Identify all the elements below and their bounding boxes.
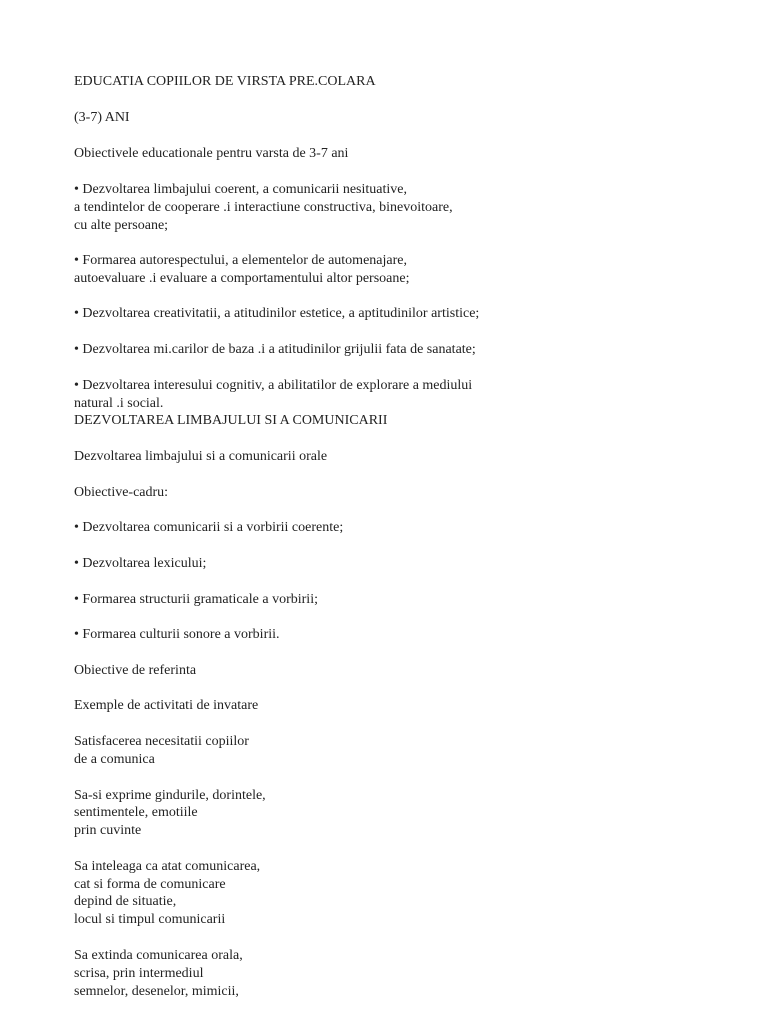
text-line: cu alte persoane; bbox=[74, 218, 169, 233]
document-title: EDUCATIA COPIILOR DE VIRSTA PRE.COLARA bbox=[74, 74, 376, 89]
bullet-line: • Dezvoltarea creativitatii, a atitudinilor estetice, a aptitudinilor artistice; bbox=[74, 306, 480, 321]
text-line: semnelor, desenelor, mimicii, bbox=[74, 984, 239, 999]
bullet-line: • Dezvoltarea mi.carilor de baza .i a atitudinilor grijulii fata de sanatate; bbox=[74, 342, 476, 357]
text-line: a tendintelor de cooperare .i interactiune constructiva, binevoitoare, bbox=[74, 200, 453, 215]
text-line: Sa-si exprime gindurile, dorintele, bbox=[74, 788, 266, 803]
section-heading: Exemple de activitati de invatare bbox=[74, 698, 259, 713]
text-line: scrisa, prin intermediul bbox=[74, 966, 204, 981]
bullet-line: • Dezvoltarea limbajului coerent, a comunicarii nesituative, bbox=[74, 182, 407, 197]
bullet-line: • Formarea autorespectului, a elementelor de automenajare, bbox=[74, 253, 407, 268]
bullet-line: • Formarea culturii sonore a vorbirii. bbox=[74, 627, 280, 642]
bullet-line: • Dezvoltarea interesului cognitiv, a abilitatilor de explorare a mediului bbox=[74, 378, 473, 393]
text-line: autoevaluare .i evaluare a comportamentului altor persoane; bbox=[74, 271, 410, 286]
text-line: de a comunica bbox=[74, 752, 155, 767]
text-line: sentimentele, emotiile bbox=[74, 805, 198, 820]
text-line: natural .i social. bbox=[74, 396, 164, 411]
text-line: Satisfacerea necesitatii copiilor bbox=[74, 734, 249, 749]
text-line: prin cuvinte bbox=[74, 823, 142, 838]
section-heading: Obiective de referinta bbox=[74, 663, 197, 678]
section-heading: Dezvoltarea limbajului si a comunicarii orale bbox=[74, 449, 328, 464]
bullet-line: • Formarea structurii gramaticale a vorbirii; bbox=[74, 592, 318, 607]
text-line: locul si timpul comunicarii bbox=[74, 912, 226, 927]
text-line: cat si forma de comunicare bbox=[74, 877, 226, 892]
section-title: DEZVOLTAREA LIMBAJULUI SI A COMUNICARII bbox=[74, 413, 388, 428]
text-line: Sa inteleaga ca atat comunicarea, bbox=[74, 859, 261, 874]
section-heading: Obiectivele educationale pentru varsta de 3-7 ani bbox=[74, 146, 349, 161]
bullet-line: • Dezvoltarea lexicului; bbox=[74, 556, 207, 571]
section-heading: Obiective-cadru: bbox=[74, 485, 169, 500]
text-line: Sa extinda comunicarea orala, bbox=[74, 948, 243, 963]
document-subtitle: (3-7) ANI bbox=[74, 110, 130, 125]
bullet-line: • Dezvoltarea comunicarii si a vorbirii coerente; bbox=[74, 520, 344, 535]
text-line: depind de situatie, bbox=[74, 894, 177, 909]
